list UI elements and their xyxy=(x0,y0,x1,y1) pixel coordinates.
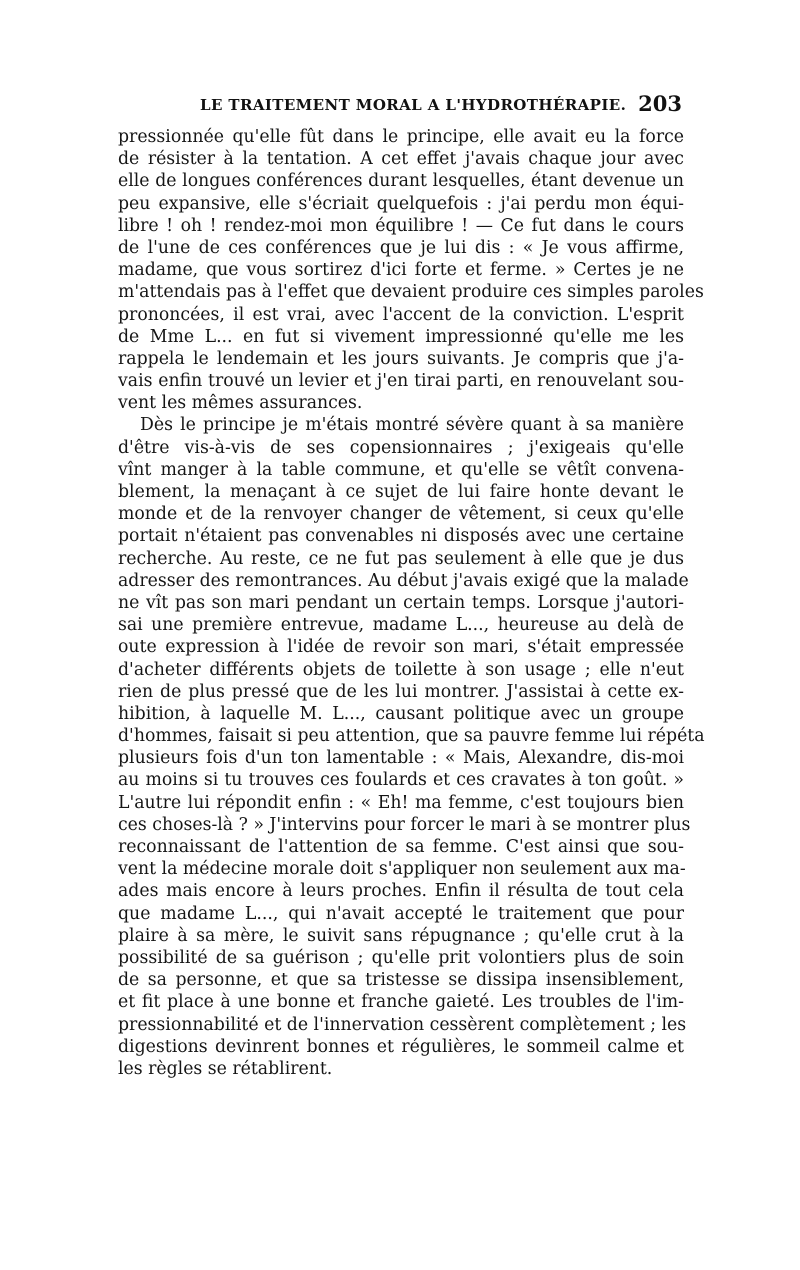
text-line: ces choses-là ? » J'intervins pour forcer le mari à se montrer plus xyxy=(118,814,691,835)
text-line: monde et de la renvoyer changer de vêtement, si ceux qu'elle xyxy=(118,504,684,525)
text-line: vais enfin trouvé un levier et j'en tirai parti, en renouvelant sou- xyxy=(118,371,684,392)
text-line: vent la médecine morale doit s'appliquer non seulement aux ma- xyxy=(118,859,686,880)
text-line: ades mais encore à leurs proches. Enfin il résulta de tout cela xyxy=(118,881,684,902)
text-line: possibilité de sa guérison ; qu'elle prit volontiers plus de soin xyxy=(118,947,684,968)
text-line: de sa personne, et que sa tristesse se dissipa insensiblement, xyxy=(118,970,684,991)
text-line: plaire à sa mère, le suivit sans répugnance ; qu'elle crut à la xyxy=(118,925,684,946)
text-line: et fit place à une bonne et franche gaieté. Les troubles de l'im- xyxy=(118,992,684,1013)
text-line: d'hommes, faisait si peu attention, que sa pauvre femme lui répéta xyxy=(118,726,705,747)
text-line: sai une première entrevue, madame L..., heureuse au delà de xyxy=(118,615,684,636)
text-line: pressionnée qu'elle fût dans le principe, elle avait eu la force xyxy=(118,127,684,147)
text-line: rien de plus pressé que de les lui montrer. J'assistai à cette ex- xyxy=(118,681,684,702)
body-text xyxy=(118,126,705,1080)
running-title: LE TRAITEMENT MORAL A L'HYDROTHÉRAPIE. xyxy=(200,96,627,114)
text-line: de Mme L... en fut si vivement impressionné qu'elle me les xyxy=(118,326,684,347)
text-line: de résister à la tentation. A cet effet j'avais chaque jour avec xyxy=(118,149,684,170)
paragraph-2 xyxy=(118,414,705,1080)
text-line: que madame L..., qui n'avait accepté le traitement que pour xyxy=(118,903,684,924)
text-line: m'attendais pas à l'effet que devaient produire ces simples paroles xyxy=(118,282,704,303)
text-line: peu expansive, elle s'écriait quelquefois : j'ai perdu mon équi- xyxy=(118,193,684,214)
text-line: blement, la menaçant à ce sujet de lui faire honte devant le xyxy=(118,482,684,502)
text-line: madame, que vous sortirez d'ici forte et ferme. » Certes je ne xyxy=(118,260,684,281)
paragraph-1 xyxy=(118,126,704,414)
text-line: recherche. Au reste, ce ne fut pas seulement à elle que je dus xyxy=(118,548,684,569)
text-line: digestions devinrent bonnes et régulières, le sommeil calme et xyxy=(118,1036,684,1057)
text-line: plusieurs fois d'un ton lamentable : « Mais, Alexandre, dis-moi xyxy=(118,748,684,769)
text-line: oute expression à l'idée de revoir son mari, s'était empressée xyxy=(118,637,684,658)
text-line: rappela le lendemain et les jours suivants. Je compris que j'a- xyxy=(118,348,684,369)
text-line: Dès le principe je m'étais montré sévère quant à sa manière xyxy=(140,415,684,436)
running-head xyxy=(116,91,682,120)
text-line: prononcées, il est vrai, avec l'accent de la conviction. L'esprit xyxy=(118,304,684,325)
text-line: d'acheter différents objets de toilette à son usage ; elle n'eut xyxy=(118,659,684,680)
page-number: 203 xyxy=(638,91,682,116)
text-line: au moins si tu trouves ces foulards et ces cravates à ton goût. » xyxy=(118,770,684,791)
text-line: libre ! oh ! rendez-moi mon équilibre ! — Ce fut dans le cours xyxy=(118,215,684,236)
text-line: hibition, à laquelle M. L..., causant politique avec un groupe xyxy=(118,703,684,724)
text-line: reconnaissant de l'attention de sa femme. C'est ainsi que sou- xyxy=(118,837,684,857)
text-line: portait n'étaient pas convenables ni disposés avec une certaine xyxy=(118,526,684,547)
text-line: ne vît pas son mari pendant un certain temps. Lorsque j'autori- xyxy=(118,592,684,613)
text-line: vînt manger à la table commune, et qu'elle se vêtît convena- xyxy=(118,459,684,480)
text-line: L'autre lui répondit enfin : « Eh! ma femme, c'est toujours bien xyxy=(118,792,684,813)
text-line: les règles se rétablirent. xyxy=(118,1058,333,1079)
text-line: pressionnabilité et de l'innervation cessèrent complètement ; les xyxy=(118,1014,687,1035)
text-line: vent les mêmes assurances. xyxy=(118,393,363,414)
text-line: adresser des remontrances. Au début j'avais exigé que la malade xyxy=(118,570,689,591)
text-line: de l'une de ces conférences que je lui dis : « Je vous affirme, xyxy=(118,237,684,258)
text-line: d'être vis-à-vis de ses copensionnaires ; j'exigeais qu'elle xyxy=(118,437,684,458)
text-line: elle de longues conférences durant lesquelles, étant devenue un xyxy=(118,171,684,192)
